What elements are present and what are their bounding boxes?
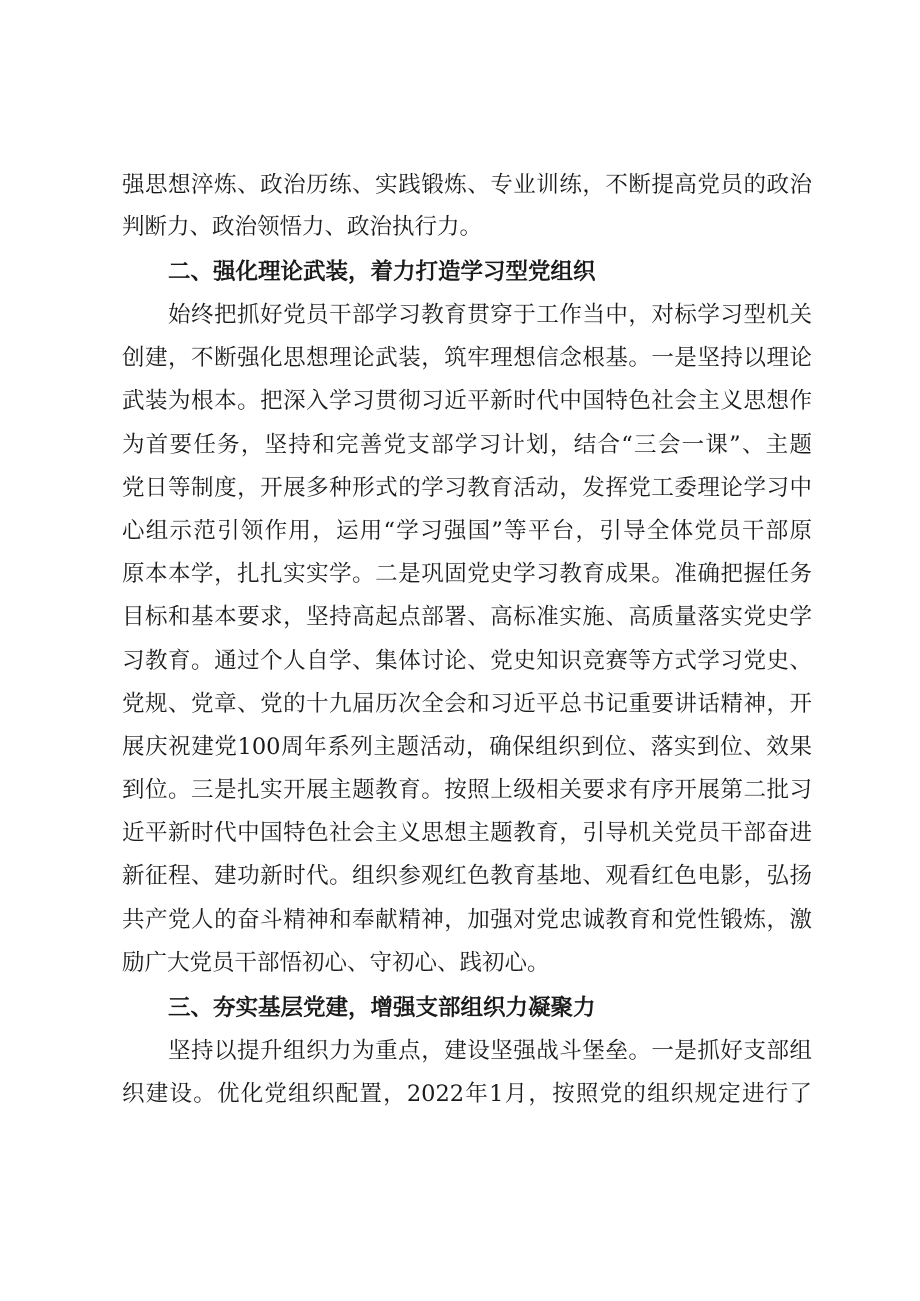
text-line: 到位。三是扎实开展主题教育。按照上级相关要求有序开展第二批习 [122,777,812,803]
text-line: 原本本学，扎扎实实学。二是巩固党史学习教育成果。准确把握任务 [122,561,812,587]
text-line: 武装为根本。把深入学习贯彻习近平新时代中国特色社会主义思想作 [122,388,812,414]
text-line: 党日等制度，开展多种形式的学习教育活动，发挥党工委理论学习中 [122,475,812,501]
paragraph-first-line: 始终把抓好党员干部学习教育贯穿于工作当中，对标学习型机关 [168,302,812,328]
text-line: 强思想淬炼、政治历练、实践锻炼、专业训练，不断提高党员的政治 [122,172,812,198]
text-line: 展庆祝建党100周年系列主题活动，确保组织到位、落实到位、效果 [122,734,812,760]
text-line: 新征程、建功新时代。组织参观红色教育基地、观看红色电影，弘扬 [122,863,812,889]
text-line: 党规、党章、党的十九届历次全会和习近平总书记重要讲话精神，开 [122,691,812,717]
text-line: 判断力、政治领悟力、政治执行力。 [122,214,483,240]
text-line: 励广大党员干部悟初心、守初心、践初心。 [122,950,550,976]
section-heading-2: 二、强化理论武装，着力打造学习型党组织 [168,259,596,285]
text-line: 目标和基本要求，坚持高起点部署、高标准实施、高质量落实党史学 [122,604,812,630]
text-line: 心组示范引领作用，运用“学习强国”等平台，引导全体党员干部原 [122,518,812,544]
text-line: 习教育。通过个人自学、集体讨论、党史知识竞赛等方式学习党史、 [122,648,812,674]
text-line: 为首要任务，坚持和完善党支部学习计划，结合“三会一课”、主题 [122,432,812,458]
text-line: 创建，不断强化思想理论武装，筑牢理想信念根基。一是坚持以理论 [122,345,812,371]
text-line: 近平新时代中国特色社会主义思想主题教育，引导机关党员干部奋进 [122,820,812,846]
text-line: 共产党人的奋斗精神和奉献精神，加强对党忠诚教育和党性锻炼，激 [122,907,812,933]
text-line: 织建设。优化党组织配置，2022年1月，按照党的组织规定进行了 [122,1081,812,1107]
section-heading-3: 三、夯实基层党建，增强支部组织力凝聚力 [168,995,596,1021]
paragraph-first-line: 坚持以提升组织力为重点，建设坚强战斗堡垒。一是抓好支部组 [168,1038,812,1064]
